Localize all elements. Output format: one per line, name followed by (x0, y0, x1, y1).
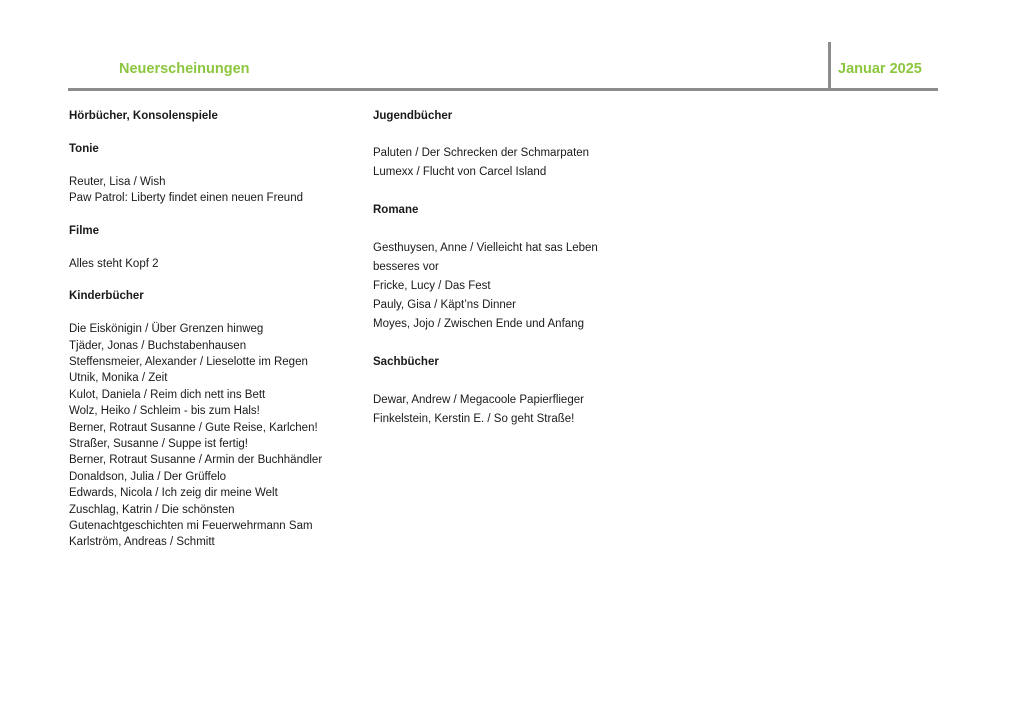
list-item: Dewar, Andrew / Megacoole Papierflieger (373, 394, 584, 407)
list-item: Zuschlag, Katrin / Die schönsten Gutenachtgeschichten mi Feuerwehrmann Sam (69, 503, 313, 533)
list-item: Fricke, Lucy / Das Fest (373, 280, 491, 293)
section-title-sachbuecher: Sachbücher (373, 356, 439, 369)
section-title-jugendbuecher: Jugendbücher (373, 110, 453, 122)
page-title: Neuerscheinungen (119, 61, 250, 77)
list-item: Lumexx / Flucht von Carcel Island (373, 166, 547, 179)
list-item: Utnik, Monika / Zeit (69, 372, 168, 385)
list-item: Berner, Rotraut Susanne / Gute Reise, Karlchen! (69, 421, 318, 434)
list-item: Kulot, Daniela / Reim dich nett ins Bett (69, 388, 266, 401)
list-item: Reuter, Lisa / Wish (69, 175, 166, 188)
list-item: Karlström, Andreas / Schmitt (69, 536, 215, 549)
header-rule (68, 88, 938, 91)
section-heading-hoerbuecher: Hörbücher, Konsolenspiele (69, 110, 218, 122)
list-item: Steffensmeier, Alexander / Lieselotte im Regen (69, 356, 308, 368)
page-date: Januar 2025 (838, 61, 922, 77)
list-item: Tjäder, Jonas / Buchstabenhausen (69, 339, 247, 352)
list-item: Pauly, Gisa / Käpt’ns Dinner (373, 299, 516, 312)
list-item: Finkelstein, Kerstin E. / So geht Straße! (373, 413, 575, 426)
right-column (373, 108, 623, 429)
list-item: Paw Patrol: Liberty findet einen neuen Freund (69, 192, 303, 204)
section-title-tonie: Tonie (69, 142, 99, 155)
left-column (69, 108, 337, 551)
section-title-kinderbuecher: Kinderbücher (69, 290, 144, 303)
list-item: Paluten / Der Schrecken der Schmarpaten (373, 147, 590, 160)
list-item: Wolz, Heiko / Schleim - bis zum Hals! (69, 405, 260, 418)
list-item: Gesthuysen, Anne / Vielleicht hat sas Leben besseres vor (373, 242, 598, 274)
section-title-filme: Filme (69, 224, 100, 237)
list-item: Straßer, Susanne / Suppe ist fertig! (69, 438, 248, 451)
list-item: Berner, Rotraut Susanne / Armin der Buchhändler (69, 454, 323, 467)
list-item: Edwards, Nicola / Ich zeig dir meine Welt (69, 487, 278, 500)
list-item: Donaldson, Julia / Der Grüffelo (69, 470, 227, 483)
list-item: Die Eiskönigin / Über Grenzen hinweg (69, 323, 264, 336)
section-title-romane: Romane (373, 204, 419, 217)
header-divider (828, 42, 831, 89)
list-item: Alles steht Kopf 2 (69, 257, 159, 270)
list-item: Moyes, Jojo / Zwischen Ende und Anfang (373, 318, 584, 331)
